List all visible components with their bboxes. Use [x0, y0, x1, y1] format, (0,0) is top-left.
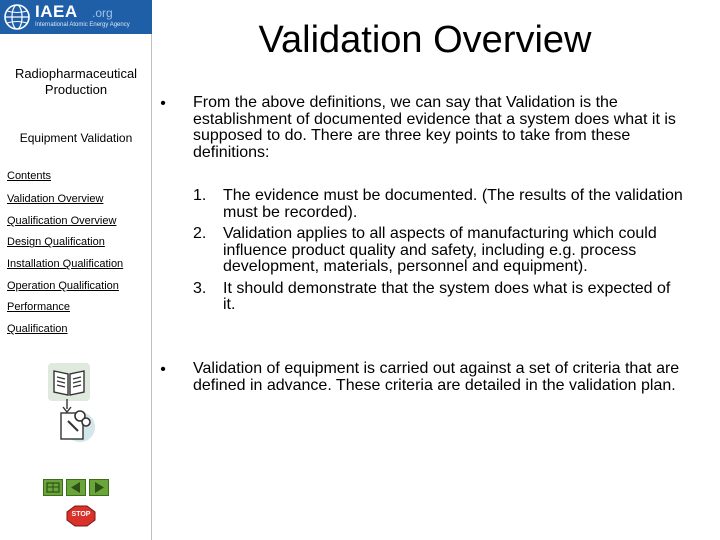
globe-icon — [3, 3, 31, 31]
key-point-marker: 1. — [193, 187, 207, 204]
bullet-marker: • — [160, 361, 166, 378]
bullet-marker: • — [160, 95, 166, 112]
arrow-left-icon — [67, 480, 85, 495]
intro-paragraph: From the above definitions, we can say that Validation is the establishment of documented evidence that a system does what it is supposed to do. There are three key points to take from these definitions: — [193, 94, 676, 161]
nav-list — [7, 192, 123, 344]
nav-item-qualification-overview[interactable]: Qualification Overview — [7, 214, 117, 227]
stop-button[interactable] — [66, 505, 96, 527]
nav-item-installation-qualification[interactable]: Installation Qualification — [7, 258, 124, 271]
key-points-list — [193, 188, 683, 319]
contents-link[interactable]: Contents — [7, 170, 52, 182]
key-point-3 — [193, 281, 683, 314]
key-point-text: It should demonstrate that the system does what is expected of it. — [223, 279, 671, 313]
nav-item-operation-qualification[interactable]: Operation Qualification — [7, 279, 119, 292]
section-title: Radiopharmaceutical Production — [14, 66, 138, 97]
nav-item-validation-overview[interactable]: Validation Overview — [7, 193, 104, 205]
clipboard-magnifier-icon — [56, 407, 98, 443]
book-icon — [48, 363, 90, 401]
previous-button[interactable] — [66, 479, 86, 496]
key-point-marker: 2. — [193, 225, 207, 242]
key-point-1 — [193, 188, 683, 221]
logo-subtitle: International Atomic Energy Agency — [35, 22, 130, 28]
arrow-right-icon — [90, 480, 108, 495]
key-point-text: The evidence must be documented. (The results of the validation must be recorded). — [223, 187, 683, 221]
nav-item-design-qualification[interactable]: Design Qualification — [7, 236, 105, 249]
iaea-logo[interactable] — [0, 0, 152, 34]
section-subtitle: Equipment Validation — [19, 131, 133, 145]
sidebar — [0, 0, 152, 540]
home-button[interactable] — [43, 479, 63, 496]
nav-item-performance[interactable]: Performance — [7, 301, 70, 314]
key-point-2 — [193, 226, 683, 276]
stop-label: STOP — [71, 511, 91, 518]
key-point-text: Validation applies to all aspects of manufacturing which could influence product quality and safety, including e.g. process development, materials, personnel and equipment). — [223, 225, 657, 275]
home-icon — [44, 480, 62, 495]
logo-suffix: .org — [92, 6, 113, 20]
key-point-marker: 3. — [193, 279, 207, 297]
page-title: Validation Overview — [258, 19, 592, 61]
criteria-paragraph: Validation of equipment is carried out against a set of criteria that are defined in advance. These criteria are detailed in the validation plan. — [193, 360, 680, 394]
logo-name: IAEA — [35, 2, 78, 21]
next-button[interactable] — [89, 479, 109, 496]
nav-item-performance-qualification[interactable]: Qualification — [7, 323, 68, 336]
